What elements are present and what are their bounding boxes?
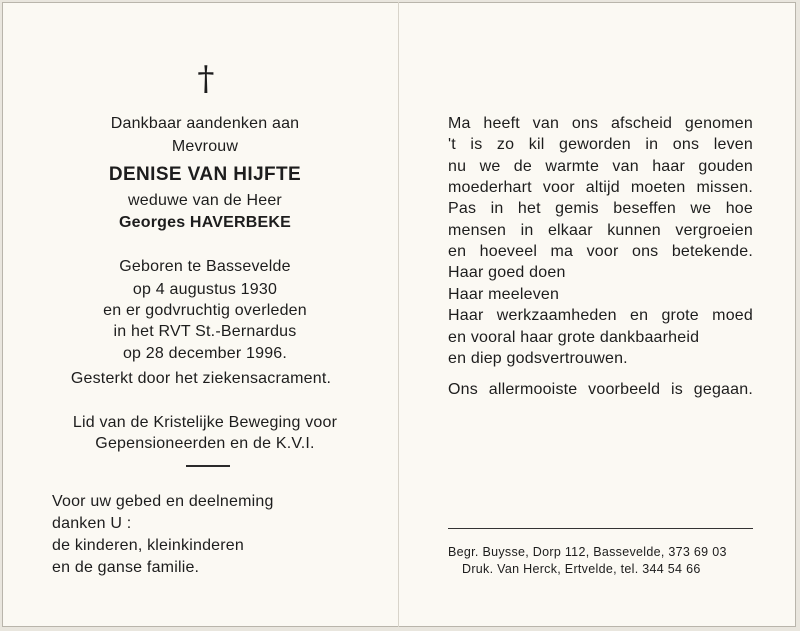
sacrament-line: Gesterkt door het ziekensacrament. <box>70 370 332 387</box>
poem-line: Pas in het gemis beseffen we hoe <box>448 200 753 217</box>
card-fold-line <box>398 2 399 627</box>
section-divider <box>186 465 230 467</box>
printer-line-2: Druk. Van Herck, Ertvelde, tel. 344 54 66 <box>462 562 701 576</box>
birth-place: Geboren te Bassevelde <box>119 258 291 275</box>
death-date: op 28 december 1996. <box>122 345 288 362</box>
deceased-name: DENISE VAN HIJFTE <box>108 164 302 185</box>
poem-line: nu we de warmte van haar gouden <box>448 158 753 175</box>
death-line-1: en er godvruchtig overleden <box>103 302 307 319</box>
salutation: Mevrouw <box>171 138 239 155</box>
printer-line-1: Begr. Buysse, Dorp 112, Bassevelde, 373 69 03 <box>448 545 727 559</box>
poem-line: en hoeveel ma voor ons betekende. <box>448 243 753 260</box>
death-place: in het RVT St.-Bernardus <box>113 323 297 340</box>
membership-line-2: Gepensioneerden en de K.V.I. <box>95 435 315 452</box>
poem-line: mensen in elkaar kunnen vergroeien <box>448 222 753 239</box>
printer-rule <box>448 528 753 529</box>
thanks-line-1: Voor uw gebed en deelneming <box>52 493 274 510</box>
poem-line: Haar werkzaamheden en grote moed <box>448 307 753 324</box>
thanks-line-4: en de ganse familie. <box>52 559 200 576</box>
poem-line: en diep godsvertrouwen. <box>448 350 628 367</box>
poem-line: Haar meeleven <box>448 286 560 303</box>
poem-line: en vooral haar grote dankbaarheid <box>448 329 700 346</box>
poem-line: moederhart voor altijd moeten missen. <box>448 179 753 196</box>
husband-name: Georges HAVERBEKE <box>118 214 292 231</box>
widow-of-line: weduwe van de Heer <box>128 192 282 209</box>
poem-line: 't is zo kil geworden in ons leven <box>448 136 753 153</box>
birth-date: op 4 augustus 1930 <box>132 281 278 298</box>
thanks-line-3: de kinderen, kleinkinderen <box>52 537 244 554</box>
cross-icon: † <box>197 59 215 99</box>
remembrance-line: Dankbaar aandenken aan <box>110 115 300 132</box>
poem-line: Haar goed doen <box>448 264 566 281</box>
membership-line-1: Lid van de Kristelijke Beweging voor <box>72 414 338 431</box>
thanks-line-2: danken U : <box>52 515 132 532</box>
poem-line: Ma heeft van ons afscheid genomen <box>448 115 753 132</box>
closing-line: Ons allermooiste voorbeeld is gegaan. <box>448 381 753 398</box>
